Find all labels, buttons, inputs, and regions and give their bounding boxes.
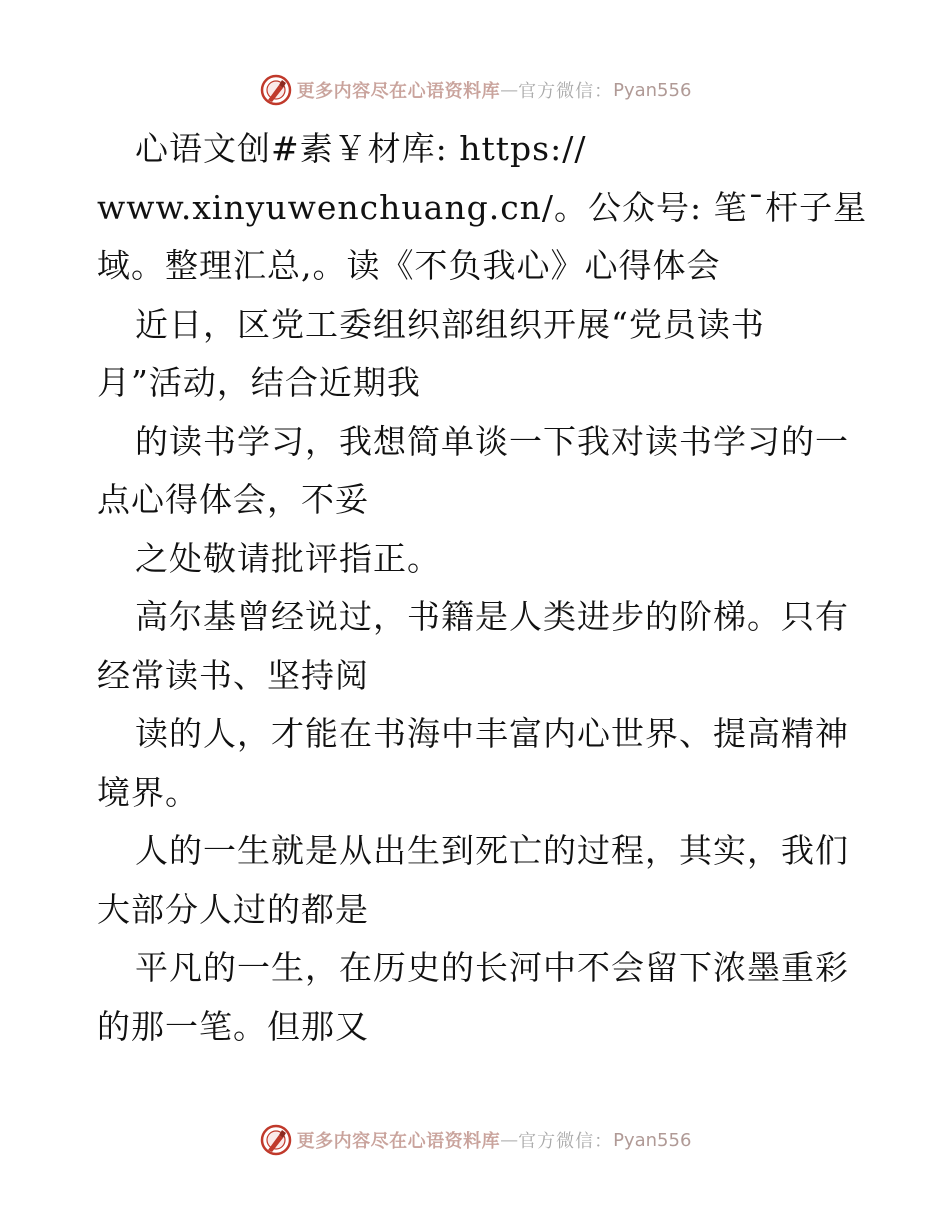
banner-wechat-id: Pyan556 bbox=[613, 1129, 692, 1151]
text-line: 心语文创#素￥材库: https:// bbox=[135, 129, 587, 168]
text-line: 月”活动，结合近期我 bbox=[97, 363, 421, 402]
text-line: www.xinyuwenchuang.cn/。公众号: 笔¯杆子星 bbox=[97, 187, 868, 227]
header-banner bbox=[0, 70, 950, 110]
text-line: 高尔基曾经说过，书籍是人类进步的阶梯。只有 bbox=[135, 597, 849, 636]
text-line: 的读书学习，我想简单谈一下我对读书学习的一 bbox=[135, 421, 849, 461]
text-line: 境界。 bbox=[97, 772, 199, 812]
document-body bbox=[97, 120, 868, 1056]
text-line: 平凡的一生，在历史的长河中不会留下浓墨重彩 bbox=[135, 948, 849, 987]
banner-wechat-label: 官方微信： bbox=[518, 81, 614, 102]
text-line: 之处敬请批评指正。 bbox=[135, 538, 441, 578]
text-line: 经常读书、坚持阅 bbox=[97, 655, 369, 695]
text-line: 点心得体会，不妥 bbox=[97, 480, 369, 519]
footer-banner bbox=[0, 1120, 950, 1160]
banner-separator: — bbox=[500, 1129, 519, 1151]
text-line: 人的一生就是从出生到死亡的过程，其实，我们 bbox=[135, 831, 849, 870]
text-line: 读的人，才能在书海中丰富内心世界、提高精神 bbox=[135, 714, 849, 753]
pen-nib-logo-icon bbox=[259, 1123, 293, 1157]
banner-main-text: 更多内容尽在心语资料库 bbox=[296, 81, 501, 102]
text-line: 域。整理汇总,。读《不负我心》心得体会 bbox=[97, 246, 721, 285]
banner-main-text: 更多内容尽在心语资料库 bbox=[296, 1131, 501, 1152]
text-line: 近日，区党工委组织部组织开展“党员读书 bbox=[135, 304, 765, 344]
banner-wechat-id: Pyan556 bbox=[613, 79, 692, 101]
pen-nib-logo-icon bbox=[259, 73, 293, 107]
text-line: 的那一笔。但那又 bbox=[97, 1006, 369, 1046]
banner-wechat-label: 官方微信： bbox=[518, 1131, 614, 1152]
banner-separator: — bbox=[500, 79, 519, 101]
text-line: 大部分人过的都是 bbox=[97, 889, 369, 929]
